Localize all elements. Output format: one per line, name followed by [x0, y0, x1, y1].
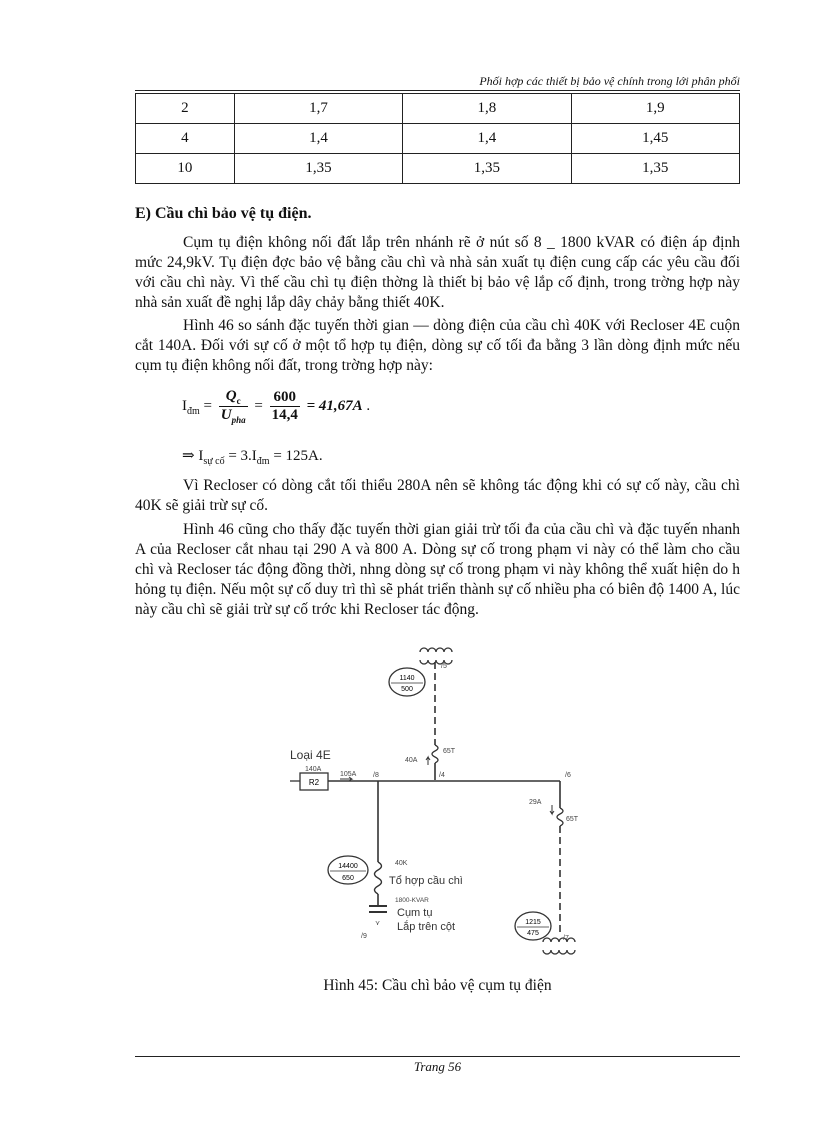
table-cell: 10 — [136, 154, 235, 184]
capacitor-bank-label: Cụm tụ — [397, 907, 433, 919]
formula-lhs-sub: đm — [187, 405, 200, 417]
footer-rule — [135, 1056, 740, 1057]
running-header: Phối hợp các thiết bị bảo vệ chính trong lới phân phối — [479, 74, 740, 88]
frac-den-u-sub: pha — [231, 415, 246, 425]
fuse-65t-label-1: 65T — [443, 748, 456, 755]
circle2-top: 14400 — [338, 863, 358, 870]
table-cell: 1,35 — [403, 154, 571, 184]
arrow-down-icon — [550, 805, 554, 814]
pole-mount-label: Lắp trên cột — [397, 921, 456, 933]
formula2-sub: sự cố — [203, 456, 225, 467]
fuse-29a-label: 29A — [529, 799, 542, 806]
fuse-65t-top-icon — [432, 745, 438, 763]
fuse-40k-icon — [375, 862, 382, 894]
fuse-40k-label: 40K — [395, 860, 408, 867]
paragraph-1: Cụm tụ điện không nối đất lắp trên nhánh rẽ ở nút số 8 _ 1800 kVAR có điện áp định mức 24,9kV. Tụ điện đợc bảo vệ bằng cầu chì và nhà sản xuất tụ điện cung cấp các yêu cầu đối với cầu chì này. Vì thế cầu chì tụ điện thờng là thiết bị bảo vệ lắp cố định, trong trờng hợp này nhà sản xuất đề nghị lắp dây chảy bằng thiết 40K. — [135, 234, 740, 311]
circle1-bot: 500 — [401, 686, 413, 693]
table-cell: 1,8 — [403, 94, 571, 124]
frac-den-144: 14,4 — [271, 407, 298, 423]
load-current-label: 105A — [340, 771, 357, 778]
formula-eq-2: = — [254, 397, 263, 414]
table-cell: 1,4 — [403, 124, 571, 154]
fraction-qu — [219, 388, 248, 425]
page-number: Trang 56 — [413, 1059, 462, 1074]
transformer-top-icon — [420, 648, 452, 664]
table-cell: 1,45 — [571, 124, 739, 154]
node-5-label: /5 — [441, 663, 447, 670]
table-row — [136, 94, 740, 124]
node-8-label: /8 — [373, 772, 379, 779]
formula2-sub2: đm — [256, 456, 270, 467]
paragraph-4: Hình 46 cũng cho thấy đặc tuyến thời gian giải trừ tối đa của cầu chì và đặc tuyến nhanh A của Recloser cắt nhau tại 290 A và 800 A. Dòng sự cố trong phạm vi này có thể làm cho cầu chì và Recloser tác động đồng thời, nhng dòng sự cố trong phạm vi này không thể xuất hiện do h hỏng tụ điện. Nếu một sự cố duy trì thì sẽ phát triển thành sự cố nhiều pha có biên độ 1400 A, lúc này cầu chì sẽ giải trừ sự cố trớc khi Recloser tác động. — [135, 521, 740, 618]
fuse-65t-label-2: 65T — [566, 816, 579, 823]
formula2-lhs: ⇒ I — [182, 448, 204, 464]
recloser-type-label: Loại 4E — [290, 748, 331, 762]
node-4-label: /4 — [439, 772, 445, 779]
arrow-up-icon — [426, 757, 430, 765]
table-row — [136, 154, 740, 184]
table-cell: 2 — [136, 94, 235, 124]
formula-result: = 41,67A — [306, 397, 363, 414]
formula-eq: = — [203, 397, 212, 414]
circle3-top: 1215 — [525, 919, 541, 926]
frac-num-600: 600 — [270, 389, 300, 407]
capacitor-symbol: ⋎ — [375, 920, 381, 927]
frac-den-u: U — [220, 407, 232, 423]
circle3-bot: 475 — [527, 930, 539, 937]
circle2-bot: 650 — [342, 875, 354, 882]
node-9-label: /9 — [361, 933, 367, 940]
table-cell: 1,35 — [571, 154, 739, 184]
node-6-label: /6 — [565, 772, 571, 779]
recloser-rating: 140A — [305, 766, 322, 773]
formula2-mid: = 3.I — [224, 448, 257, 464]
formula-rated-current — [182, 388, 370, 428]
figure-caption: Hình 45: Cầu chì bảo vệ cụm tụ điện — [323, 977, 552, 994]
table-cell: 1,4 — [234, 124, 402, 154]
fuse-65t-right-icon — [557, 808, 563, 826]
table-cell: 1,35 — [234, 154, 402, 184]
frac-num-q-sub: c — [236, 396, 241, 406]
fuse-40a-label: 40A — [405, 757, 418, 764]
table-cell: 1,9 — [571, 94, 739, 124]
paragraph-2: Hình 46 so sánh đặc tuyến thời gian — dòng điện của cầu chì 40K với Recloser 4E cuộn cắt 140A. Đối với sự cố ở một tổ hợp tụ điện, dòng sự cố tối đa bằng 3 lần dòng định mức nếu cụm tụ điện không nối đất, trong trờng hợp này: — [135, 317, 740, 374]
section-heading: E) Cầu chì bảo vệ tụ điện. — [135, 205, 312, 222]
frac-num-q: Q — [225, 388, 237, 404]
transformer-bottom-icon — [543, 938, 575, 954]
formula2-end: = 125A. — [269, 448, 323, 464]
table-cell: 1,7 — [234, 94, 402, 124]
formula-fault-current — [182, 446, 323, 467]
node-7-label: /7 — [563, 935, 569, 942]
circle1-top: 1140 — [399, 675, 415, 682]
fraction-values — [270, 389, 300, 424]
recloser-label: R2 — [308, 778, 320, 787]
table-cell: 4 — [136, 124, 235, 154]
formula-lhs: I — [182, 397, 187, 414]
ratio-table — [135, 93, 740, 184]
header-rule — [135, 90, 740, 91]
paragraph-3: Vì Recloser có dòng cắt tối thiểu 280A nên sẽ không tác động khi có sự cố này, cầu chì 40K sẽ giải trừ sự cố. — [135, 477, 740, 514]
table-row — [136, 124, 740, 154]
fuse-combo-label: Tổ hợp cầu chì — [389, 875, 463, 887]
formula-dot: . — [366, 397, 371, 414]
capacitor-rating: 1800-KVAR — [395, 897, 429, 904]
capacitor-fuse-diagram — [285, 640, 590, 965]
